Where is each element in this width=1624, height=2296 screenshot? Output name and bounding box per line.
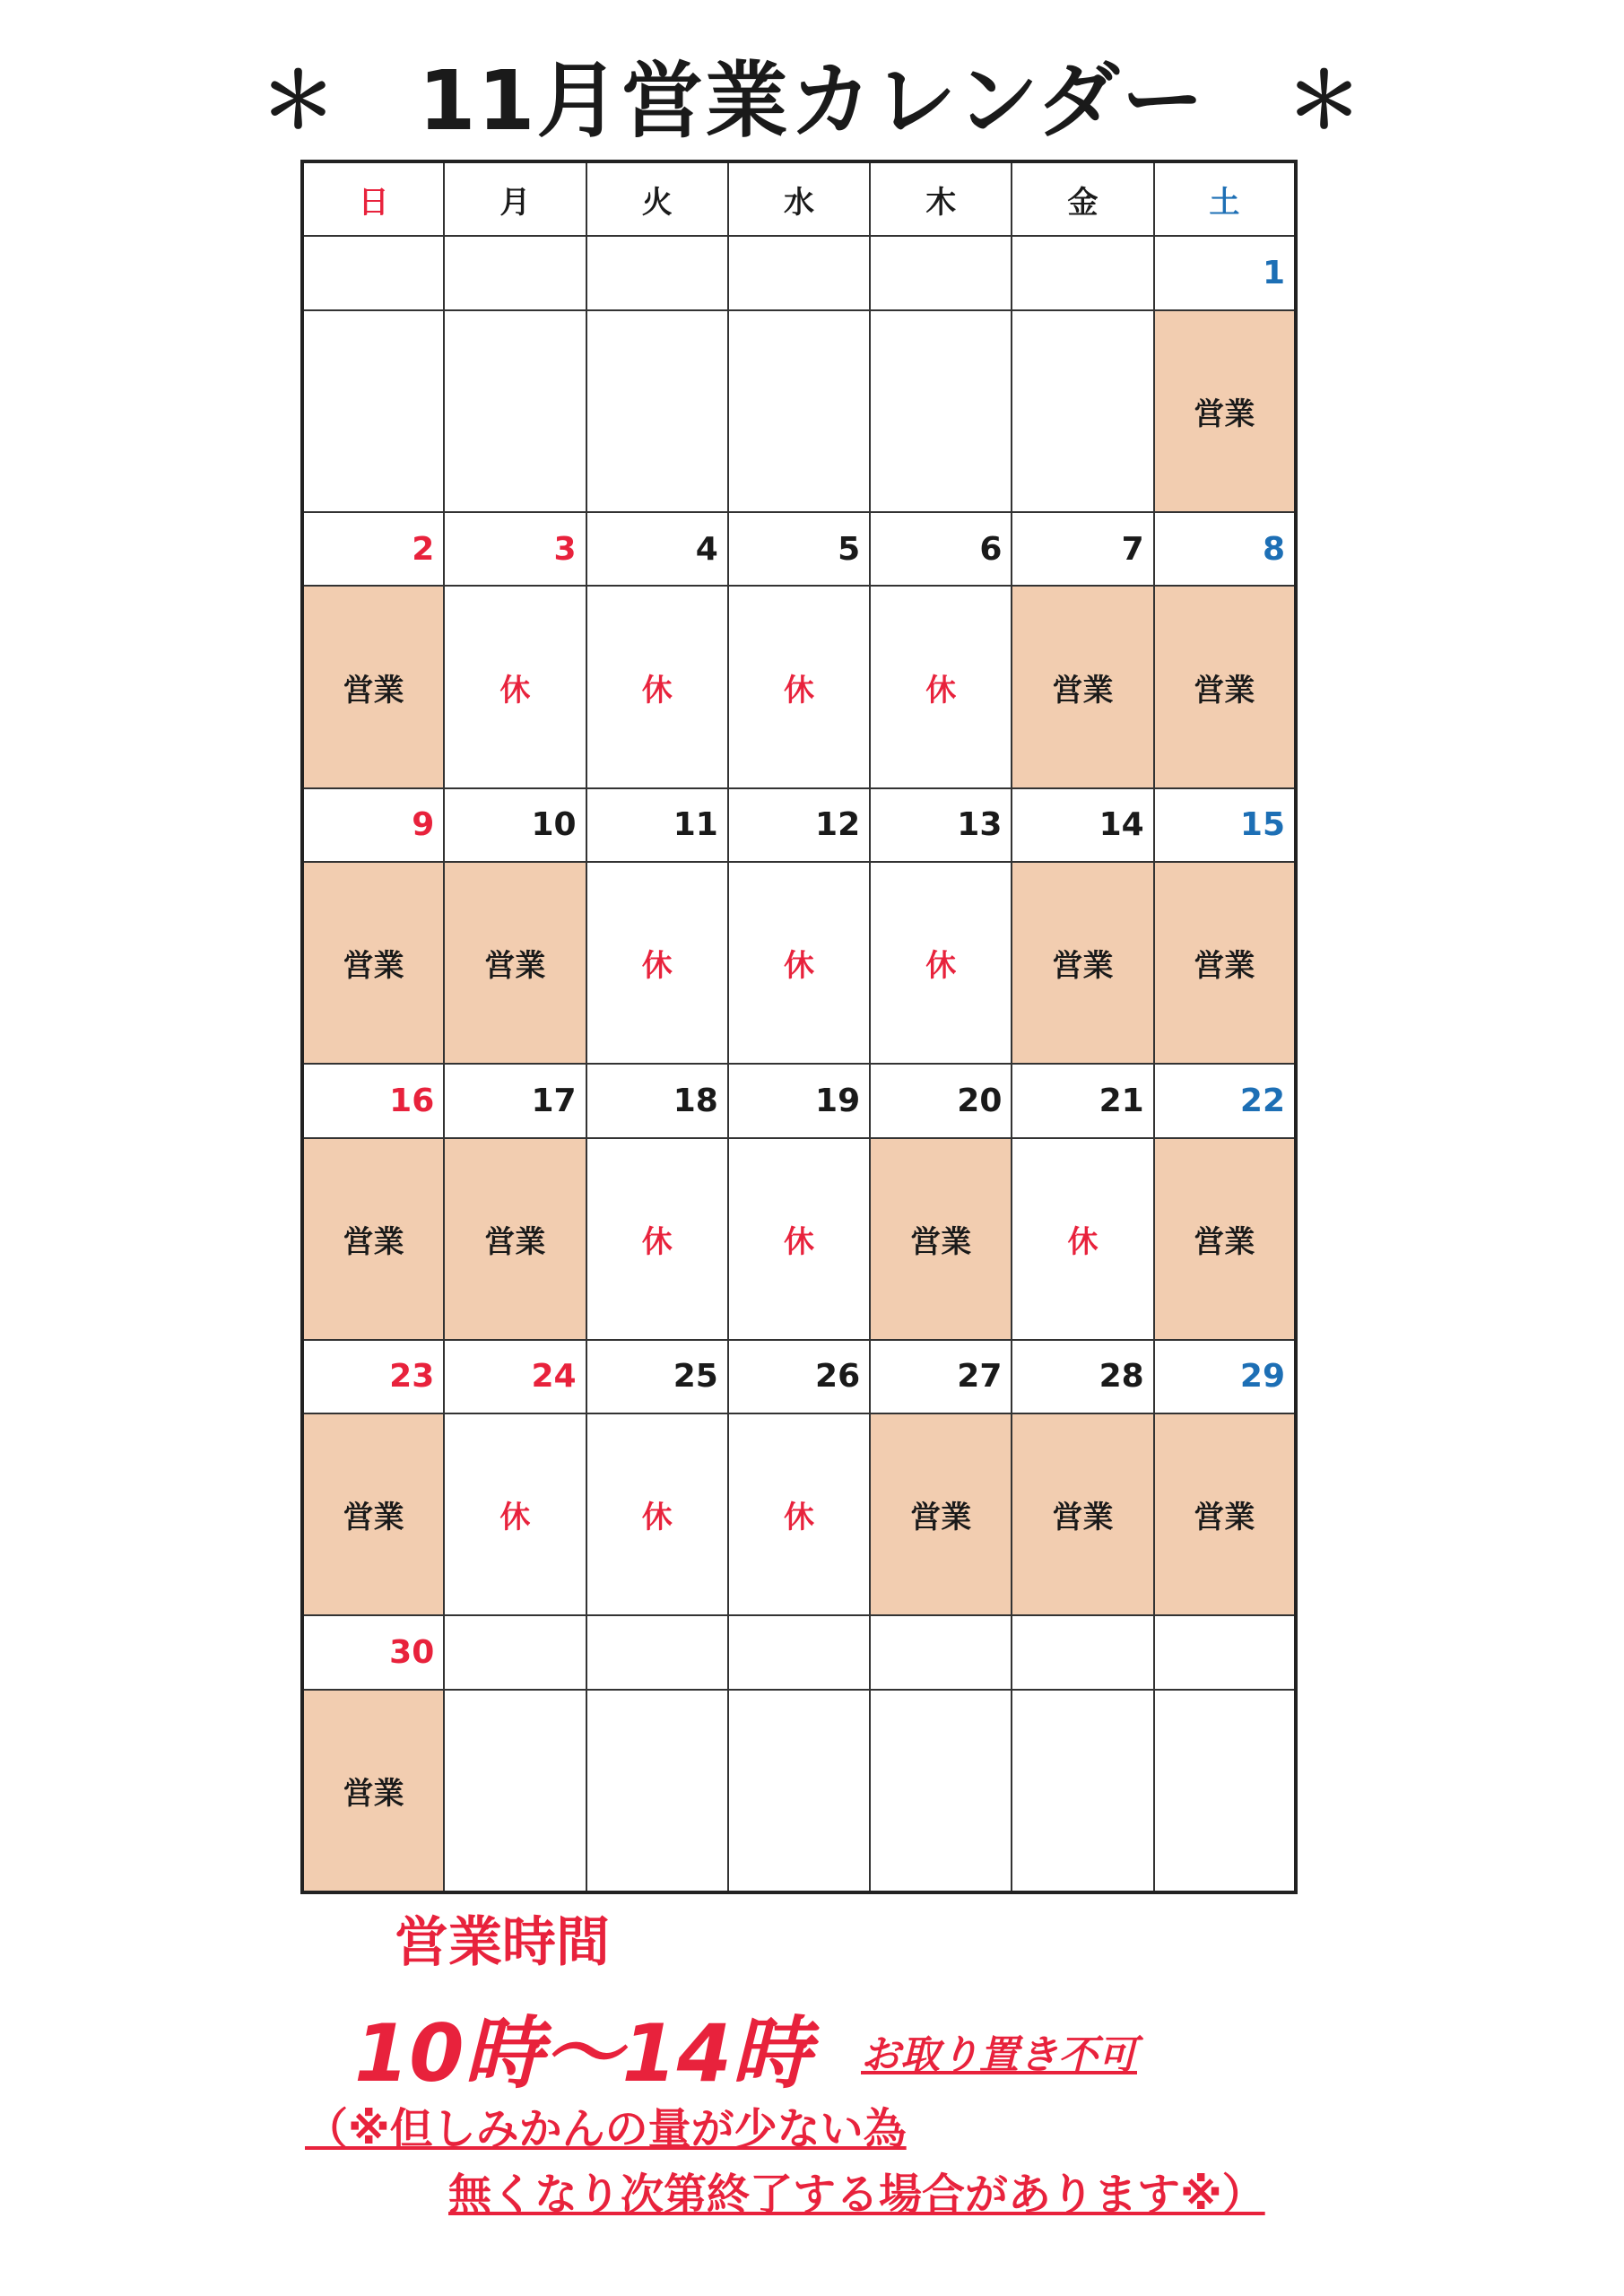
status-closed: 休 xyxy=(1012,1138,1153,1340)
date-number-row xyxy=(302,1064,1296,1137)
title-left-asterisk: ＊ xyxy=(260,56,338,144)
empty-day-cell xyxy=(870,1690,1012,1892)
status-open: 営業 xyxy=(1154,586,1296,787)
empty-day-cell xyxy=(728,310,870,512)
date-number: 3 xyxy=(444,512,586,586)
note-line-2: 無くなり次第終了する場合があります※） xyxy=(448,2170,1265,2220)
status-closed: 休 xyxy=(728,1413,870,1615)
date-number: 9 xyxy=(302,788,444,862)
status-open: 営業 xyxy=(870,1138,1012,1340)
date-number xyxy=(444,1615,586,1689)
date-number xyxy=(444,236,586,309)
business-hours-label: 営業時間 xyxy=(395,1911,610,1974)
no-hold-notice: お取り置き不可 xyxy=(861,2032,1137,2078)
weekday-header: 日 xyxy=(302,161,444,236)
date-number-row xyxy=(302,788,1296,862)
date-number: 1 xyxy=(1154,236,1296,309)
status-open: 営業 xyxy=(302,586,444,787)
empty-day-cell xyxy=(302,310,444,512)
date-number-row xyxy=(302,512,1296,586)
date-number xyxy=(1154,1615,1296,1689)
status-row xyxy=(302,1138,1296,1340)
status-closed: 休 xyxy=(586,1138,728,1340)
date-number: 29 xyxy=(1154,1340,1296,1413)
status-open: 営業 xyxy=(1154,310,1296,512)
weekday-header: 土 xyxy=(1154,161,1296,236)
empty-day-cell xyxy=(1012,310,1153,512)
weekday-header: 木 xyxy=(870,161,1012,236)
empty-day-cell xyxy=(1154,1690,1296,1892)
date-number xyxy=(586,236,728,309)
weekday-header: 金 xyxy=(1012,161,1153,236)
date-number: 21 xyxy=(1012,1064,1153,1137)
status-closed: 休 xyxy=(728,862,870,1064)
weekday-header: 火 xyxy=(586,161,728,236)
date-number xyxy=(870,236,1012,309)
empty-day-cell xyxy=(444,310,586,512)
status-row xyxy=(302,1413,1296,1615)
date-number: 10 xyxy=(444,788,586,862)
date-number-row xyxy=(302,236,1296,309)
status-open: 営業 xyxy=(1012,862,1153,1064)
date-number xyxy=(1012,1615,1153,1689)
date-number: 20 xyxy=(870,1064,1012,1137)
date-number: 25 xyxy=(586,1340,728,1413)
status-closed: 休 xyxy=(728,586,870,787)
status-row xyxy=(302,310,1296,512)
date-number: 23 xyxy=(302,1340,444,1413)
title-text: 11月営業カレンダー xyxy=(418,53,1206,149)
date-number xyxy=(302,236,444,309)
status-row xyxy=(302,1690,1296,1892)
date-number: 16 xyxy=(302,1064,444,1137)
note-line-1: （※但しみかんの量が少ない為 xyxy=(305,2104,907,2154)
status-closed: 休 xyxy=(870,862,1012,1064)
status-open: 営業 xyxy=(302,1138,444,1340)
date-number: 30 xyxy=(302,1615,444,1689)
date-number: 22 xyxy=(1154,1064,1296,1137)
status-open: 営業 xyxy=(1012,586,1153,787)
date-number xyxy=(586,1615,728,1689)
date-number: 28 xyxy=(1012,1340,1153,1413)
date-number xyxy=(870,1615,1012,1689)
date-number: 26 xyxy=(728,1340,870,1413)
business-calendar xyxy=(300,160,1298,1894)
date-number: 13 xyxy=(870,788,1012,862)
date-number: 14 xyxy=(1012,788,1153,862)
date-number xyxy=(728,236,870,309)
date-number: 5 xyxy=(728,512,870,586)
date-number: 7 xyxy=(1012,512,1153,586)
date-number: 11 xyxy=(586,788,728,862)
date-number: 12 xyxy=(728,788,870,862)
date-number: 2 xyxy=(302,512,444,586)
empty-day-cell xyxy=(870,310,1012,512)
status-open: 営業 xyxy=(1154,1138,1296,1340)
empty-day-cell xyxy=(728,1690,870,1892)
status-open: 営業 xyxy=(1154,1413,1296,1615)
status-row xyxy=(302,586,1296,787)
date-number: 18 xyxy=(586,1064,728,1137)
status-open: 営業 xyxy=(870,1413,1012,1615)
status-closed: 休 xyxy=(728,1138,870,1340)
status-row xyxy=(302,862,1296,1064)
status-open: 営業 xyxy=(1012,1413,1153,1615)
empty-day-cell xyxy=(444,1690,586,1892)
status-closed: 休 xyxy=(444,1413,586,1615)
empty-day-cell xyxy=(586,1690,728,1892)
date-number xyxy=(728,1615,870,1689)
status-closed: 休 xyxy=(586,586,728,787)
status-open: 営業 xyxy=(302,862,444,1064)
date-number: 6 xyxy=(870,512,1012,586)
weekday-header: 水 xyxy=(728,161,870,236)
date-number xyxy=(1012,236,1153,309)
empty-day-cell xyxy=(586,310,728,512)
page-title xyxy=(0,36,1624,152)
date-number: 24 xyxy=(444,1340,586,1413)
title-right-asterisk: ＊ xyxy=(1286,56,1364,144)
date-number: 4 xyxy=(586,512,728,586)
status-open: 営業 xyxy=(302,1690,444,1892)
status-open: 営業 xyxy=(1154,862,1296,1064)
status-closed: 休 xyxy=(586,862,728,1064)
status-closed: 休 xyxy=(444,586,586,787)
status-open: 営業 xyxy=(302,1413,444,1615)
date-number-row xyxy=(302,1615,1296,1689)
status-closed: 休 xyxy=(870,586,1012,787)
status-closed: 休 xyxy=(586,1413,728,1615)
date-number: 27 xyxy=(870,1340,1012,1413)
date-number-row xyxy=(302,1340,1296,1413)
status-open: 営業 xyxy=(444,1138,586,1340)
business-hours: 10時～14時 xyxy=(354,2007,811,2100)
weekday-header: 月 xyxy=(444,161,586,236)
date-number: 8 xyxy=(1154,512,1296,586)
empty-day-cell xyxy=(1012,1690,1153,1892)
date-number: 17 xyxy=(444,1064,586,1137)
status-open: 営業 xyxy=(444,862,586,1064)
date-number: 15 xyxy=(1154,788,1296,862)
weekday-header-row xyxy=(302,161,1296,236)
date-number: 19 xyxy=(728,1064,870,1137)
